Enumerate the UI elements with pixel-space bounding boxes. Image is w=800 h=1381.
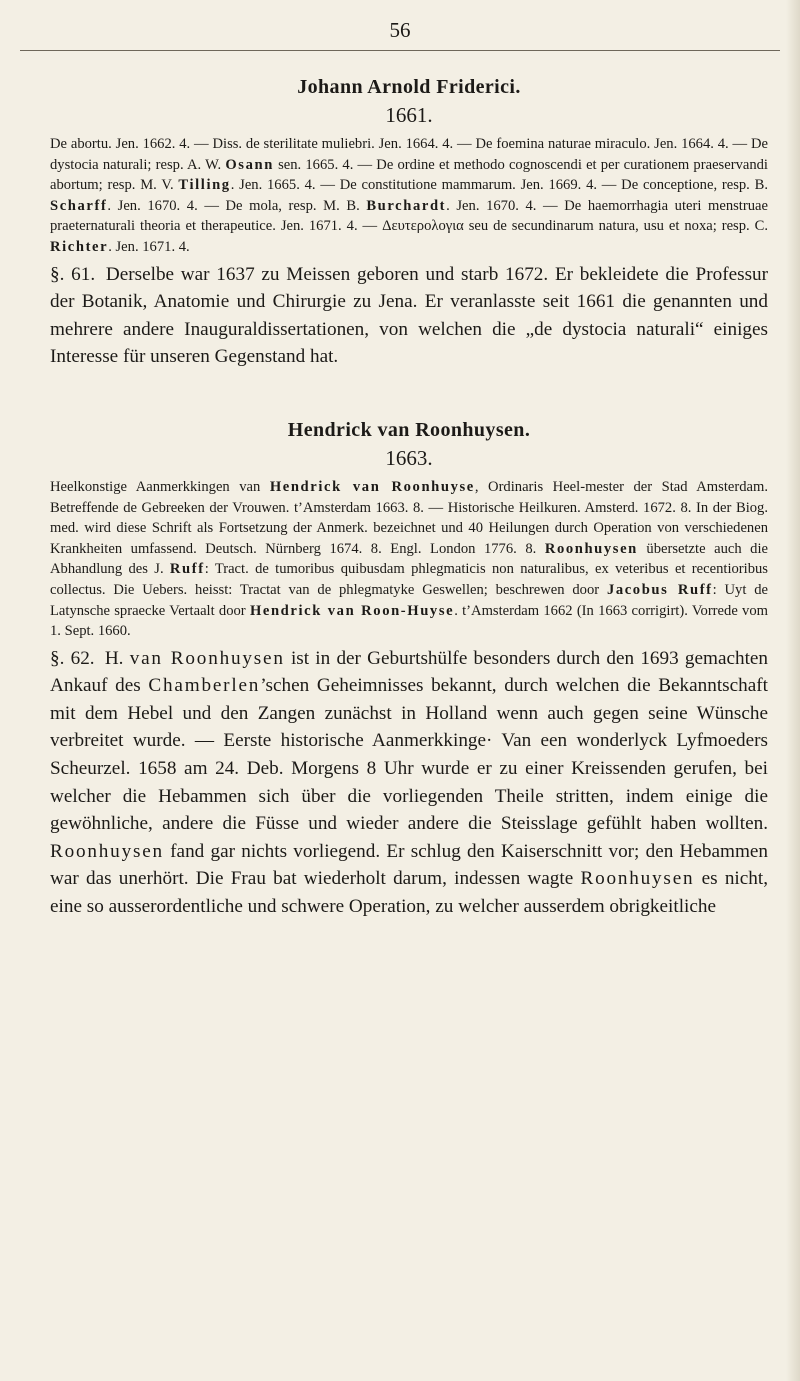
section-text: ’schen Geheimnisses bekannt, durch welchen die Bekanntschaft mit dem Hebel und den Zangen zunächst in Holland wenn auch gegen seine Wünsche verbreitet wurde. — Eerste historische Aanmerkkinge· Van een wonderlyck Lyfmoeders Scheurzel. 1658 am 24. Deb. Morgens 8 Uhr wurde er zu einer Kreissenden gerufen, bei welcher die Hebammen sich über die vorliegenden Theile stritten, indem einige die gewöhnliche, andere die Füsse und wieder andere die Steisslage gefühlt haben wollten. <box>50 675 768 835</box>
section-paragraph <box>50 645 768 921</box>
biblio-person: Jacobus Ruff <box>606 581 713 598</box>
entry-roonhuysen <box>50 419 768 921</box>
entry-author-name: Hendrick van Roonhuysen. <box>287 418 531 441</box>
bibliography-block <box>50 477 768 642</box>
section-person: van Roonhuysen <box>129 647 285 669</box>
section-person: Roonhuysen <box>50 840 164 862</box>
biblio-person: Ruff <box>169 561 205 578</box>
biblio-text: . Jen. 1670. 4. — De haemorrhagia uteri menstruae praeternaturali theoria et therapeutice. Jen. 1671. 4. — Δευτερολογια seu de secundinarum natura, usu et noxa; resp. C. <box>50 197 768 235</box>
biblio-text: : Uyt de Latynsche spraecke Vertaalt door <box>50 581 768 619</box>
biblio-text: . Jen. 1665. 4. — De constitutione mammarum. Jen. 1669. 4. — De conceptione, resp. B. <box>230 177 768 194</box>
entry-author-name: Johann Arnold Friderici. <box>297 76 521 98</box>
biblio-text: De abortu. Jen. 1662. 4. — Diss. de sterilitate muliebri. Jen. 1664. 4. — De foemina naturae miraculo. Jen. 1664. 4. — De dystocia naturali; resp. A. W. <box>50 136 768 173</box>
entry-year: 1661. <box>385 103 433 127</box>
biblio-text: Heelkonstige Aanmerkkingen van <box>50 478 270 495</box>
header-rule <box>20 50 780 51</box>
biblio-person: Richter <box>50 238 109 255</box>
biblio-person: Tilling <box>178 177 231 194</box>
biblio-person: Burchardt <box>366 197 447 214</box>
section-paragraph <box>50 261 768 371</box>
biblio-person: Scharff <box>50 197 108 214</box>
section-mark: §. 61. <box>50 263 96 285</box>
section-person: Roonhuysen <box>580 868 695 890</box>
bibliography-block <box>50 134 768 258</box>
entry-friderici <box>50 76 768 371</box>
section-mark: §. 62. <box>50 647 95 669</box>
biblio-person: Roonhuysen <box>544 540 638 557</box>
biblio-text: übersetzte auch die Abhandlung des J. <box>50 540 768 578</box>
section-person: Chamberlen <box>148 675 261 697</box>
section-text: H. <box>104 647 130 669</box>
biblio-person: Osann <box>225 156 274 173</box>
page-content <box>50 66 768 921</box>
biblio-text: . Jen. 1670. 4. — De mola, resp. M. B. <box>107 197 367 214</box>
biblio-text: . t’Amsterdam 1662 (In 1663 corrigirt). Vorrede vom 1. Sept. 1660. <box>50 602 769 640</box>
section-spacer <box>50 371 768 409</box>
section-text: es nicht, eine so ausserordentliche und schwere Operation, zu welcher ausserdem obrigkeitliche <box>50 868 769 918</box>
entry-year: 1663. <box>385 445 433 470</box>
biblio-text: . Jen. 1671. 4. <box>108 238 190 255</box>
biblio-text: sen. 1665. 4. — De ordine et methodo cognoscendi et per curationem praeservandi abortum; resp. M. V. <box>50 156 768 194</box>
page-edge-shadow <box>786 0 800 1381</box>
biblio-text: : Tract. de tumoribus quibusdam phlegmaticis non naturalibus, ex veteribus et recentioribus collectus. Die Uebers. heisst: Tractat van de phlegmatyke Geswellen; beschrewen door <box>50 561 768 598</box>
section-text: fand gar nichts vorliegend. Er schlug den Kaiserschnitt vor; den Hebammen war das unerhört. Die Frau bat wiederholt darum, indessen wagte <box>50 840 768 890</box>
biblio-person: Hendrick van Roon-Huyse <box>249 602 455 619</box>
section-text: ist in der Geburtshülfe besonders durch den 1693 gemachten Ankauf des <box>50 647 769 697</box>
section-text: Derselbe war 1637 zu Meissen geboren und starb 1672. Er bekleidete die Professur der Botanik, Anatomie und Chirurgie zu Jena. Er veranlasste seit 1661 die genannten und mehrere andere Inauguraldissertationen, von welchen die „de dystocia naturali“ einiges Interesse für unseren Gegenstand hat. <box>50 263 769 368</box>
biblio-person: Hendrick van Roonhuyse <box>269 478 475 495</box>
biblio-text: , Ordinaris Heel-mester der Stad Amsterdam. Betreffende de Gebreeken der Vrouwen. t’Amsterdam 1663. 8. — Historische Heilkuren. Amsterd. 1672. 8. In der Biog. med. wird diese Schrift als Fortsetzung der Anmerk. bezeichnet und 40 Heilungen durch Operation von verschiedenen Krankheiten umfassend. Deutsch. Nürnberg 1674. 8. Engl. London 1776. 8. <box>50 478 768 557</box>
page-number: 56 <box>389 18 411 42</box>
